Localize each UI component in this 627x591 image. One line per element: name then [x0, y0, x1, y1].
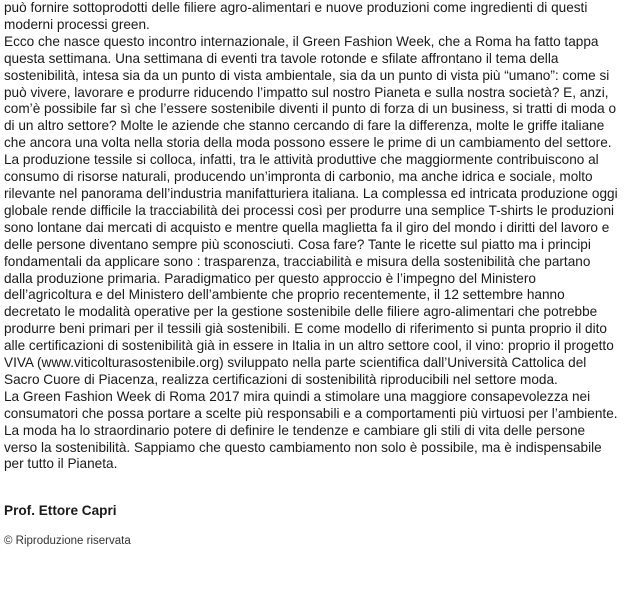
- article-paragraph: La produzione tessile si colloca, infatti, tra le attività produttive che maggiormente contribuiscono al consumo di risorse naturali, producendo un’impronta di carbonio, ma anche idrica e sociale, molto rilevante nel panorama dell’industria manifatturiera italiana. La complessa ed intricata produzione oggi globale rende difficile la tracciabilità dei processi così per produrre una semplice T-shirts le produzioni sono lontane dai mercati di acquisto e mentre quella maglietta fa il giro del mondo i diritti del lavoro e delle persone diventano sempre più sconosciuti. Cosa fare? Tante le ricette sul piatto ma i principi fondamentali da applicare sono : trasparenza, tracciabilità e misura della sostenibilità che partano dalla produzione primaria. Paradigmatico per questo approccio è l’impegno del Ministero dell’agricoltura e del Ministero dell’ambiente che proprio recentemente, il 12 settembre hanno decretato le modalità operative per la gestione sostenibile delle filiere agro-alimentari che potrebbe produrre beni primari per il tessili già sostenibili. E come modello di riferimento si punta proprio il dito alle certificazioni di sostenibilità già in essere in Italia in un altro settore cool, il vino: proprio il progetto VIVA (www.viticolturasostenibile.org) sviluppato nella parte scientifica dall’Università Cattolica del Sacro Cuore di Piacenza, realizza certificazioni di sostenibilità riproducibili nel settore moda.: [4, 152, 618, 387]
- article-paragraph: può fornire sottoprodotti delle filiere agro-alimentari e nuove produzioni come ingredienti di questi moderni processi green.: [4, 0, 588, 32]
- article-paragraph: Ecco che nasce questo incontro internazionale, il Green Fashion Week, che a Roma ha fatto tappa questa settimana. Una settimana di eventi tra tavole rotonde e sfilate affrontano il tema della sostenibilità, intesa sia da un punto di vista ambientale, sia da un punto di vista più “umano”: come si può vivere, lavorare e produrre riducendo l’impatto sul nostro Pianeta e sulla nostra società? E, anzi, com’è possibile far sì che l’essere sostenibile diventi il punto di forza di un business, si tratti di moda o di un altro settore? Molte le aziende che stanno cercando di fare la differenza, molte le griffe italiane che ancora una volta nella storia della moda possono essere le prime di un cambiamento del settore.: [4, 33, 617, 151]
- copyright-notice: © Riproduzione riservata: [4, 535, 131, 548]
- article-author: Prof. Ettore Capri: [4, 503, 117, 519]
- article-body: [4, 0, 622, 548]
- article-paragraph: La Green Fashion Week di Roma 2017 mira quindi a stimolare una maggiore consapevolezza nei consumatori che possa portare a scelte più responsabili e a comportamenti più virtuosi per l’ambiente. La moda ha lo straordinario potere di definire le tendenze e cambiare gli stili di vita delle persone verso la sostenibilità. Sappiamo che questo cambiamento non solo è possibile, ma è indispensabile per tutto il Pianeta.: [4, 388, 618, 472]
